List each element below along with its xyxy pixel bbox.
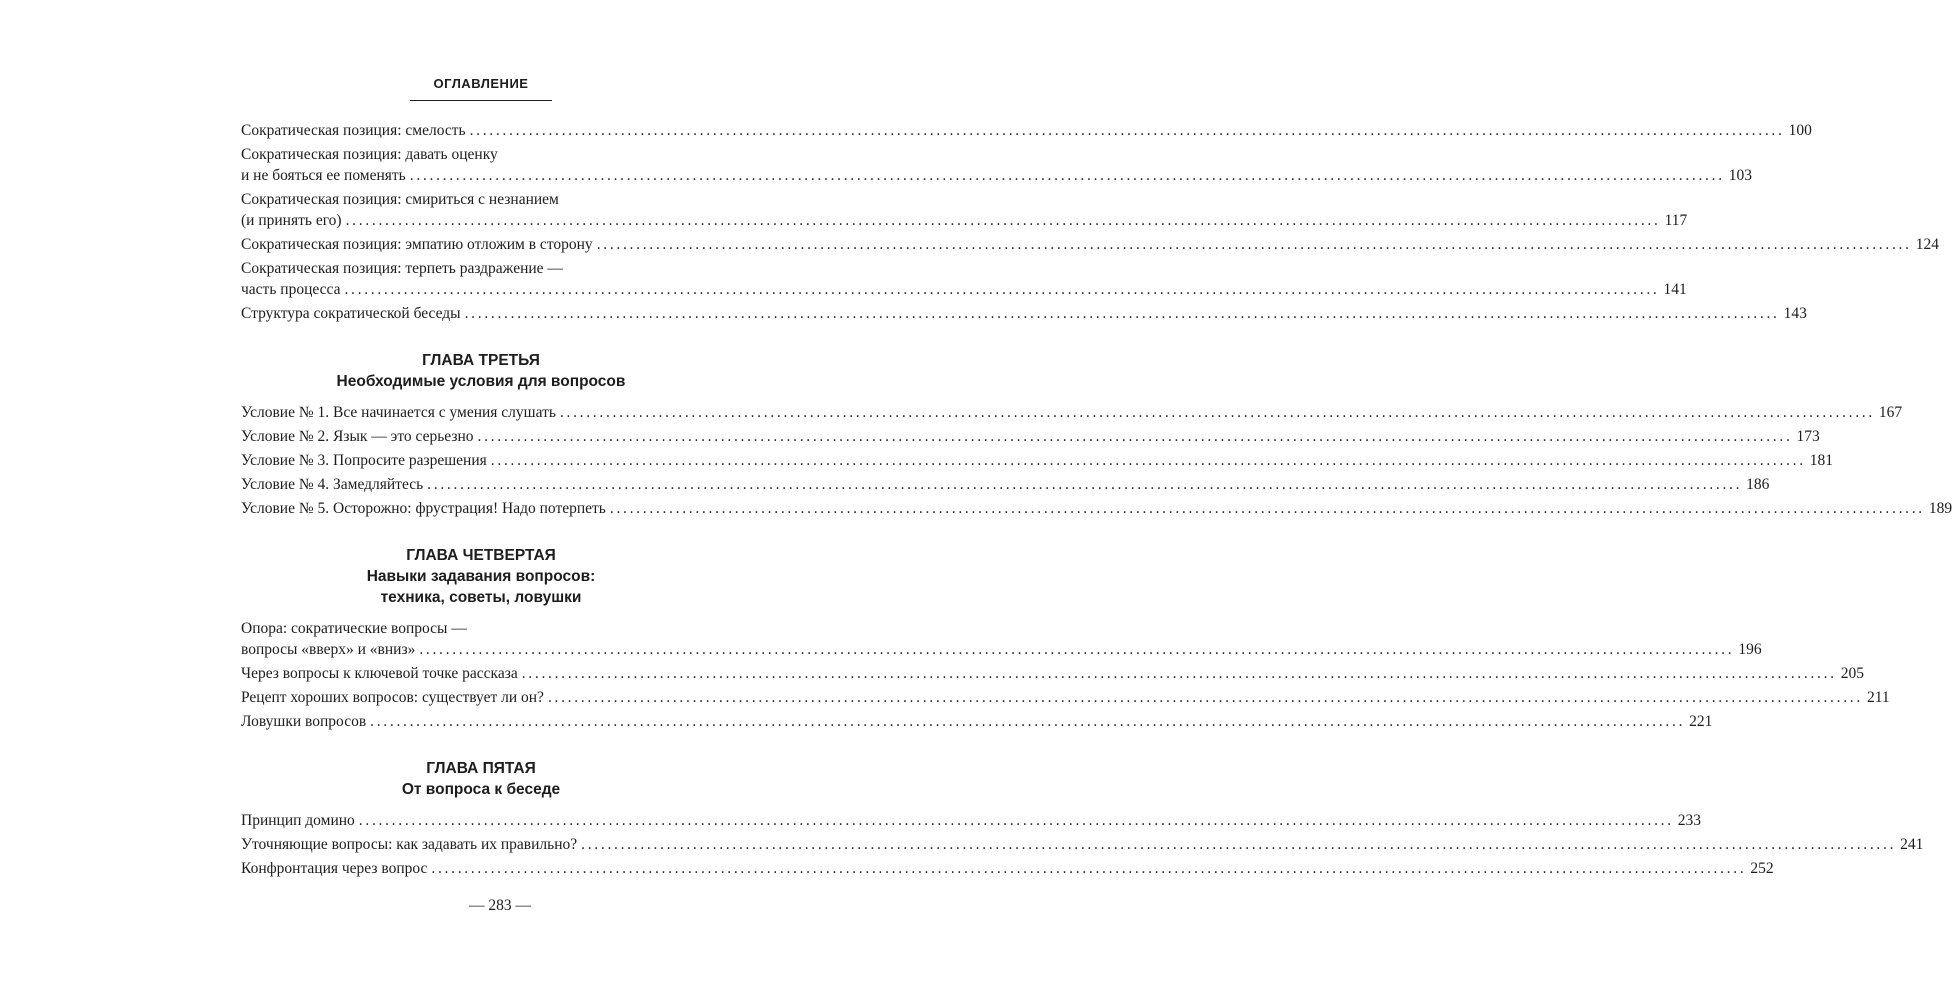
toc-entry-row (241, 303, 1807, 324)
toc-page-number: 205 (1840, 665, 1864, 682)
dot-leader: ........................................................................................................................................................................................................ (409, 167, 1725, 184)
chapter-heading (241, 350, 721, 392)
toc-page-number: 189 (1928, 500, 1952, 517)
toc-entry-title: (и принять его) (241, 212, 342, 229)
toc-entry-row (241, 711, 1713, 732)
dot-leader: ........................................................................................................................................................................................................ (358, 812, 1674, 829)
toc-entry[interactable] (241, 498, 1952, 519)
toc-entry-title: Сократическая позиция: смелость (241, 122, 466, 139)
toc-entry-title-line: Опора: сократические вопросы — (241, 620, 467, 637)
toc-entry-title: Условие № 2. Язык — это серьезно (241, 428, 474, 445)
toc-entry-title-line: Сократическая позиция: терпеть раздражение — (241, 260, 563, 277)
toc-entry-row (241, 858, 1774, 879)
dot-leader: ........................................................................................................................................................................................................ (370, 713, 1686, 730)
dot-leader: ........................................................................................................................................................................................................ (469, 122, 1785, 139)
toc-entry-title: Условие № 1. Все начинается с умения слушать (241, 404, 556, 421)
toc-page-number: 196 (1738, 641, 1762, 658)
toc-entry-title: и не бояться ее поменять (241, 167, 406, 184)
toc-entry-row (241, 474, 1770, 495)
toc-page-number: 186 (1746, 476, 1770, 493)
toc-entry-row (241, 279, 1687, 300)
toc-entry-title-line: Сократическая позиция: давать оценку (241, 146, 498, 163)
chapter-number: ГЛАВА ПЯТАЯ (426, 760, 536, 777)
toc-entry[interactable] (241, 687, 1890, 708)
dot-leader: ........................................................................................................................................................................................................ (431, 860, 1747, 877)
toc-entry[interactable] (241, 834, 1924, 855)
toc-entry-row (241, 210, 1688, 231)
chapter-title: техника, советы, ловушки (380, 589, 582, 606)
toc-entry-row (241, 402, 1903, 423)
toc-entry[interactable] (241, 663, 1864, 684)
toc-entry[interactable] (241, 144, 1753, 186)
toc-page-number: 181 (1809, 452, 1834, 469)
toc-entry-title: часть процесса (241, 281, 341, 298)
toc-entry-row (241, 810, 1702, 831)
toc-entry-row (241, 687, 1890, 708)
chapter-title: От вопроса к беседе (401, 781, 561, 798)
toc-entry-title: Сократическая позиция: эмпатию отложим в сторону (241, 236, 593, 253)
toc-page-number: 233 (1677, 812, 1702, 829)
toc-page-number: 141 (1663, 281, 1687, 298)
toc-page-number: 221 (1689, 713, 1713, 730)
toc-entry-title: Структура сократической беседы (241, 305, 461, 322)
chapter-number: ГЛАВА ТРЕТЬЯ (422, 352, 540, 369)
dot-leader: ........................................................................................................................................................................................................ (464, 305, 1780, 322)
toc-page-number: 117 (1664, 212, 1688, 229)
toc-entry-row (241, 663, 1864, 684)
toc-entry[interactable] (241, 303, 1807, 324)
dot-leader: ........................................................................................................................................................................................................ (427, 476, 1743, 493)
toc-page-number: 143 (1783, 305, 1807, 322)
toc-entry-title: Конфронтация через вопрос (241, 860, 428, 877)
toc-page-number: 173 (1796, 428, 1820, 445)
page-number: — 283 — (469, 897, 531, 914)
toc-page-number: 211 (1866, 689, 1890, 706)
toc-entry[interactable] (241, 120, 1812, 141)
dot-leader: ........................................................................................................................................................................................................ (477, 428, 1793, 445)
dot-leader: ........................................................................................................................................................................................................ (609, 500, 1925, 517)
dot-leader: ........................................................................................................................................................................................................ (490, 452, 1806, 469)
toc-entry-row (241, 834, 1924, 855)
toc-entry[interactable] (241, 426, 1820, 447)
toc-page-number: 103 (1728, 167, 1753, 184)
toc-entry-title: Условие № 3. Попросите разрешения (241, 452, 487, 469)
toc-entry-row (241, 450, 1834, 471)
chapter-title: Необходимые условия для вопросов (336, 373, 626, 390)
toc-entry[interactable] (241, 234, 1939, 255)
dot-leader: ........................................................................................................................................................................................................ (581, 836, 1897, 853)
toc-entry[interactable] (241, 618, 1762, 660)
toc-entry-title: Уточняющие вопросы: как задавать их правильно? (241, 836, 578, 853)
toc-page-number: 241 (1900, 836, 1924, 853)
toc-page-number: 252 (1750, 860, 1774, 877)
dot-leader: ........................................................................................................................................................................................................ (345, 212, 1661, 229)
toc-entry-title: Ловушки вопросов (241, 713, 367, 730)
running-header: ОГЛАВЛЕНИЕ (410, 76, 552, 101)
toc-entry[interactable] (241, 402, 1903, 423)
toc-entry-row (241, 426, 1820, 447)
toc-entry-title: Условие № 4. Замедляйтесь (241, 476, 424, 493)
dot-leader: ........................................................................................................................................................................................................ (419, 641, 1735, 658)
toc-entry-row (241, 234, 1939, 255)
toc-entry[interactable] (241, 450, 1834, 471)
chapter-title: Навыки задавания вопросов: (366, 568, 596, 585)
toc-entry-title-line: Сократическая позиция: смириться с незнанием (241, 191, 559, 208)
toc-entry-row (241, 120, 1812, 141)
toc-entry[interactable] (241, 189, 1688, 231)
chapter-heading (241, 758, 721, 800)
toc-entry-title: вопросы «вверх» и «вниз» (241, 641, 416, 658)
toc-entry-row (241, 165, 1753, 186)
dot-leader: ........................................................................................................................................................................................................ (547, 689, 1863, 706)
toc-entry-title: Условие № 5. Осторожно: фрустрация! Надо потерпеть (241, 500, 606, 517)
toc-entry[interactable] (241, 711, 1713, 732)
toc-page-number: 100 (1788, 122, 1812, 139)
chapter-heading (241, 545, 721, 608)
toc-entry[interactable] (241, 474, 1770, 495)
toc-entry[interactable] (241, 258, 1687, 300)
table-of-contents (241, 120, 1952, 882)
chapter-number: ГЛАВА ЧЕТВЕРТАЯ (406, 547, 556, 564)
toc-entry-title: Принцип домино (241, 812, 355, 829)
toc-entry[interactable] (241, 810, 1702, 831)
dot-leader: ........................................................................................................................................................................................................ (596, 236, 1912, 253)
toc-entry-title: Через вопросы к ключевой точке рассказа (241, 665, 518, 682)
toc-entry-row (241, 498, 1952, 519)
toc-page-number: 167 (1878, 404, 1903, 421)
dot-leader: ........................................................................................................................................................................................................ (559, 404, 1875, 421)
dot-leader: ........................................................................................................................................................................................................ (521, 665, 1837, 682)
dot-leader: ........................................................................................................................................................................................................ (344, 281, 1660, 298)
toc-page-number: 124 (1915, 236, 1939, 253)
toc-entry-row (241, 639, 1762, 660)
toc-entry[interactable] (241, 858, 1774, 879)
toc-entry-title: Рецепт хороших вопросов: существует ли он? (241, 689, 544, 706)
